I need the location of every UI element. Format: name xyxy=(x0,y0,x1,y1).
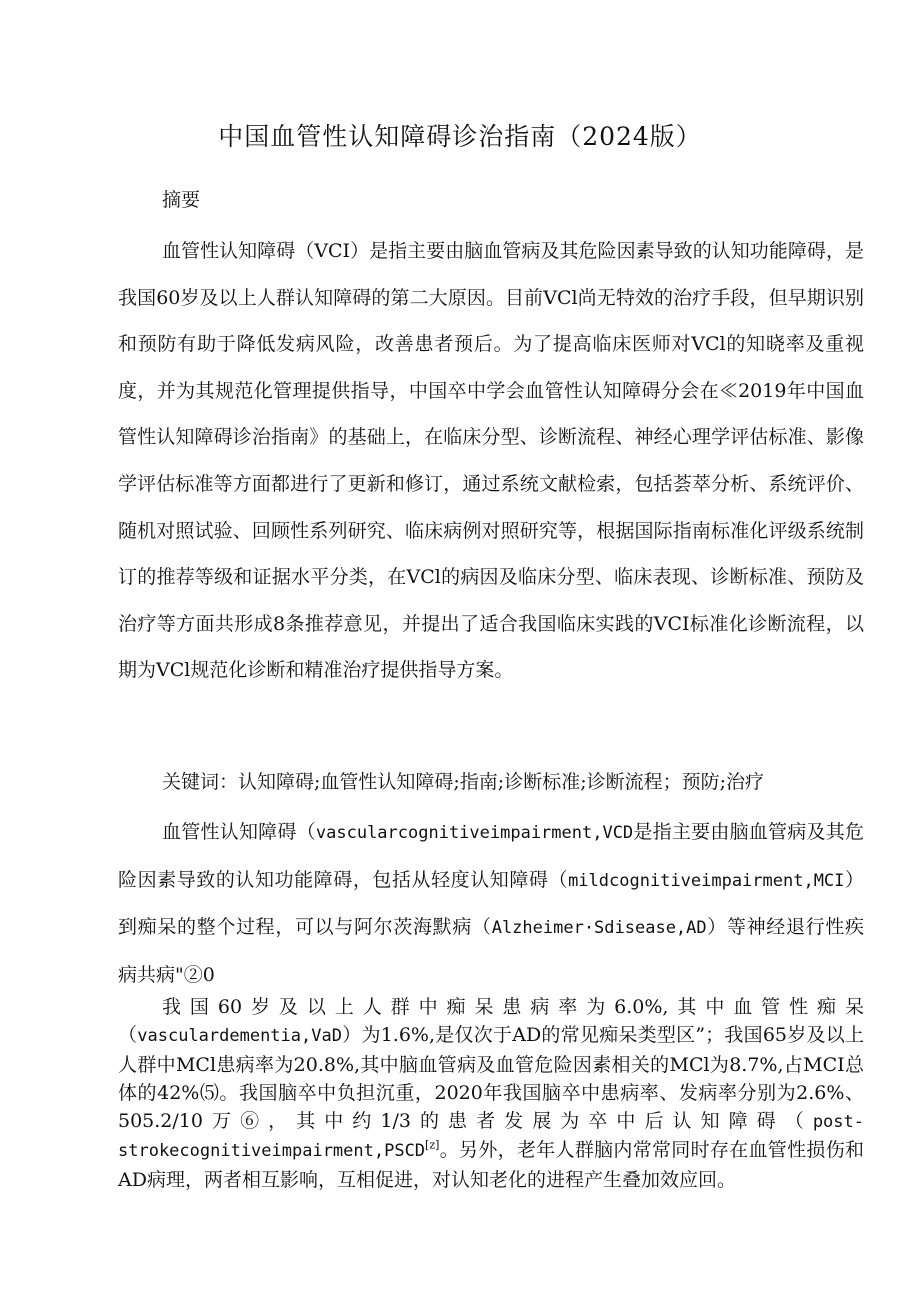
epi-text-3: 。另外，老年人群脑内常常同时存在血管性损伤和AD病理，两者相互影响，互相促进，对认知老化的进程产生叠加效应回。 xyxy=(118,1139,864,1191)
epi-term-psci: post-strokecognitiveimpairment,PSCD xyxy=(118,1112,864,1162)
intro-text-2: 是指主要由脑血管病及其危险因素导致的认知功能障碍，包括从轻度认知障碍（ xyxy=(118,821,864,891)
intro-paragraph xyxy=(118,809,864,998)
citation-superscript: [z] xyxy=(425,1139,440,1153)
epidemiology-paragraph xyxy=(118,993,864,1194)
abstract-heading: 摘要 xyxy=(162,189,201,211)
intro-text-3: ）到痴呆的整个过程，可以与阿尔茨海默病（ xyxy=(118,868,864,939)
epi-text-2: ）为1.6%,是仅次于AD的常见痴呆类型区”；我国65岁及以上人群中MCl患病率为20.8%,其中脑血管病及血管危险因素相关的MCl为8.7%,占MCI总体的42%⑸。我国脑卒中负担沉重，2020年我国脑卒中患病率、发病率分别为2.6%、505.2/10万⑥，其中约1/3的患者发展为卒中后认知障碍（ xyxy=(118,1024,864,1133)
document-title: 中国血管性认知障碍诊治指南（2024版） xyxy=(218,122,702,151)
intro-text-4: ）等神经退行性疾病共病"②0 xyxy=(118,916,864,986)
intro-text-1: 血管性认知障碍（ xyxy=(162,821,316,843)
epi-text-1: 我国60岁及以上人群中痴呆患病率为6.0%,其中血管性痴呆（ xyxy=(118,996,864,1047)
keywords-line: 关键词：认知障碍;血管性认知障碍;指南;诊断标准;诊断流程；预防;治疗 xyxy=(162,771,765,793)
intro-term-vci: vascularcognitiveimpairment,VCD xyxy=(315,823,634,843)
abstract-paragraph: 血管性认知障碍（VCI）是指主要由脑血管病及其危险因素导致的认知功能障碍，是我国60岁及以上人群认知障碍的第二大原因。目前VCl尚无特效的治疗手段，但早期识别和预防有助于降低发病风险，改善患者预后。为了提高临床医师对VCl的知晓率及重视度，并为其规范化管理提供指导，中国卒中学会血管性认知障碍分会在≪2019年中国血管性认知障碍诊治指南》的基础上，在临床分型、诊断流程、神经心理学评估标准、影像学评估标准等方面都进行了更新和修订，通过系统文献检索，包括荟萃分析、系统评价、随机对照试验、回顾性系列研究、临床病例对照研究等，根据国际指南标准化评级系统制订的推荐等级和证据水平分类，在VCl的病因及临床分型、临床表现、诊断标准、预防及治疗等方面共形成8条推荐意见，并提出了适合我国临床实践的VCI标准化诊断流程，以期为VCl规范化诊断和精准治疗提供指导方案。 xyxy=(118,240,864,682)
intro-term-mci: mildcognitiveimpairment,MCI xyxy=(568,870,845,891)
intro-term-ad: Alzheimer·Sdisease,AD xyxy=(491,918,707,939)
epi-term-vad: vasculardementia,VaD xyxy=(137,1026,342,1047)
